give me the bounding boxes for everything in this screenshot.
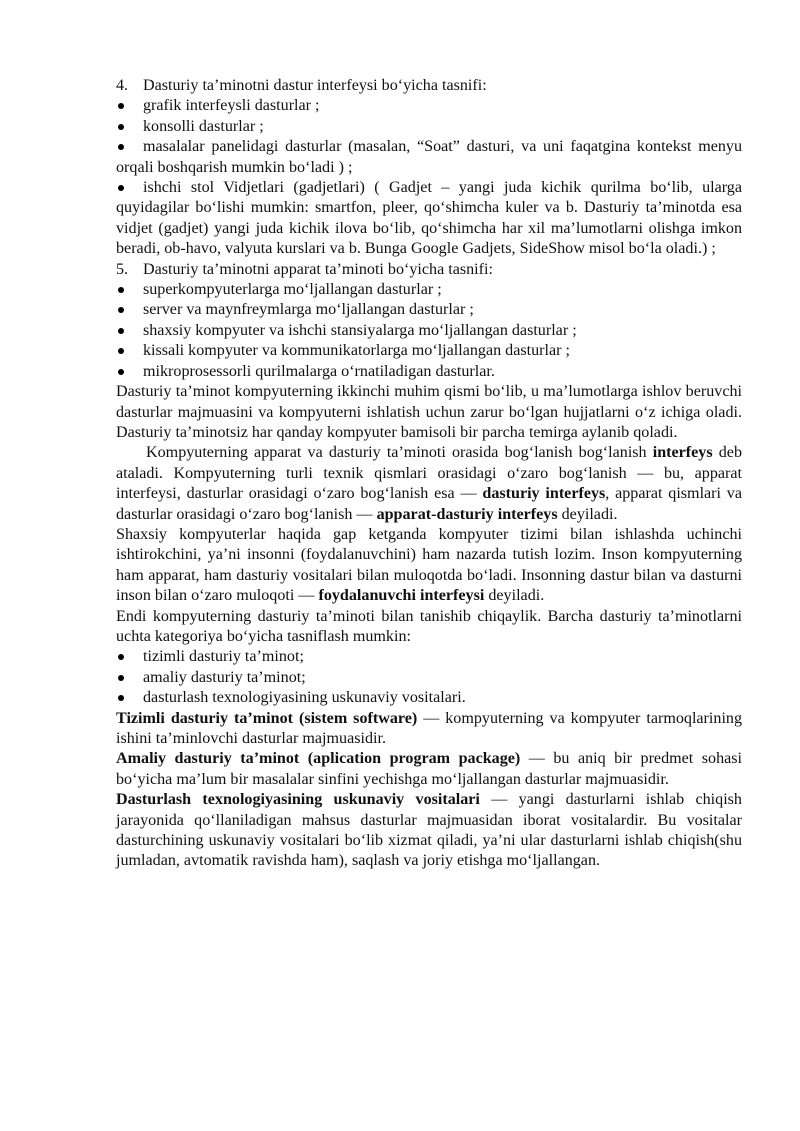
section-title: Dasturiy ta’minotni apparat ta’minoti bo‘yicha tasnifi: xyxy=(143,260,493,278)
document-page xyxy=(116,76,742,872)
section-5-heading xyxy=(116,260,742,280)
term-dasturiy-interfeys: dasturiy interfeys xyxy=(482,485,606,503)
list-item: shaxsiy kompyuter va ishchi stansiyalarga mo‘ljallangan dasturlar ; xyxy=(116,321,742,341)
list-item: dasturlash texnologiyasining uskunaviy vositalari. xyxy=(116,688,742,708)
term-system-software: Tizimli dasturiy ta’minot (sistem software) xyxy=(116,709,418,727)
section-title: Dasturiy ta’minotni dastur interfeysi bo‘yicha tasnifi: xyxy=(143,77,487,94)
list-item: grafik interfeysli dasturlar ; xyxy=(116,96,742,116)
text-run: — kompyuterning va kompyuter tarmoqlarining ishini ta’minlovchi dasturlar majmuasidir. xyxy=(116,709,743,747)
definition-application-software xyxy=(116,749,742,790)
term-application-software: Amaliy dasturiy ta’minot (aplication program package) xyxy=(116,750,521,768)
definition-system-software xyxy=(116,709,742,750)
term-apparat-dasturiy-interfeys: apparat-dasturiy interfeys xyxy=(376,505,558,523)
text-run: deyiladi. xyxy=(484,587,545,605)
term-programming-tools: Dasturlash texnologiyasining uskunaviy vositalari xyxy=(116,791,480,809)
section-number: 5. xyxy=(116,260,129,278)
list-item: mikroprosessorli qurilmalarga o‘rnatiladigan dasturlar. xyxy=(116,362,742,382)
term-interfeys: interfeys xyxy=(652,444,713,462)
text-run: deyiladi. xyxy=(557,505,618,523)
term-foydalanuvchi-interfeysi: foydalanuvchi interfeysi xyxy=(318,587,485,605)
list-item: amaliy dasturiy ta’minot; xyxy=(116,668,742,688)
list-item: tizimli dasturiy ta’minot; xyxy=(116,647,742,667)
paragraph-user-interface xyxy=(116,525,742,607)
list-item: konsolli dasturlar ; xyxy=(116,117,742,137)
paragraph-categories-intro: Endi kompyuterning dasturiy ta’minoti bilan tanishib chiqaylik. Barcha dasturiy ta’minotlarni uchta kategoriya bo‘yicha tasniflash mumkin: xyxy=(116,607,742,645)
list-item: superkompyuterlarga mo‘ljallangan dasturlar ; xyxy=(116,280,742,300)
list-item: kissali kompyuter va kommunikatorlarga mo‘ljallangan dasturlar ; xyxy=(116,341,742,361)
text-run: — yangi dasturlarni ishlab chiqish jarayonida qo‘llaniladigan mahsus dasturlar majmuasidan iborat vositalardir. Bu vositalar dasturchining uskunaviy vositalari bo‘lib xizmat qiladi, ya’ni ular dasturlarni ishlab chiqish(shu jumladan, avtomatik ravishda ham), saqlash va joriy etishga mo‘ljallangan. xyxy=(116,791,742,870)
text-run: Kompyuterning apparat va dasturiy ta’minoti orasida bog‘lanish bog‘lanish xyxy=(146,444,653,462)
text-run: Shaxsiy kompyuterlar haqida gap ketganda kompyuter tizimi bilan ishlashda uchinchi ishtirokchini, ya’ni insonni (foydalanuvchini) ham nazarda tutish lozim. Inson kompyuterning ham apparat, ham dasturiy vositalari bilan muloqotda bo‘ladi. Insonning dastur bilan va dasturni inson bilan o‘zaro muloqoti — xyxy=(116,525,742,605)
list-item: server va maynfreymlarga mo‘ljallangan dasturlar ; xyxy=(116,300,742,320)
list-item: ishchi stol Vidjetlari (gadjetlari) ( Gadjet – yangi juda kichik qurilma bo‘lib, ularga quyidagilar bo‘lishi mumkin: smartfon, pleer, qo‘shimcha kuler va b. Dasturiy ta’minotda esa vidjet (gadjet) yangi juda kichik ilova bo‘lib, qo‘shimcha har xil ma’lumotlarni olishga imkon beradi, ob-havo, valyuta kurslari va b. Bunga Google Gadjets, SideShow misol bo‘la oladi.) ; xyxy=(116,178,742,260)
definition-programming-tools xyxy=(116,790,742,872)
section-4-heading xyxy=(116,76,742,96)
paragraph-interface xyxy=(116,443,742,525)
section-number: 4. xyxy=(116,77,129,94)
text-run: deb ataladi. Kompyuterning turli texnik qismlari orasidagi o‘zaro bog‘lanish — bu, apparat interfeysi, dasturlar orasidagi o‘zaro bog‘lanish esa — xyxy=(116,444,742,503)
paragraph-software-definition: Dasturiy ta’minot kompyuterning ikkinchi muhim qismi bo‘lib, u ma’lumotlarga ishlov beruvchi dasturlar majmuasini va kompyuterni ishlatish uchun zarur bo‘lgan hujjatlarni o‘z ichiga oladi. Dasturiy ta’minotsiz har qanday kompyuter bamisoli bir parcha temirga aylanib qoladi. xyxy=(116,383,742,441)
text-run: — bu aniq bir predmet sohasi bo‘yicha ma’lum bir masalalar sinfini yechishga mo‘ljallangan dasturlar majmuasidir. xyxy=(116,750,742,788)
text-run: , apparat qismlari va dasturlar orasidagi o‘zaro bog‘lanish — xyxy=(116,485,743,523)
list-item: masalalar panelidagi dasturlar (masalan, “Soat” dasturi, va uni faqatgina kontekst menyu orqali boshqarish mumkin bo‘ladi ) ; xyxy=(116,137,742,178)
